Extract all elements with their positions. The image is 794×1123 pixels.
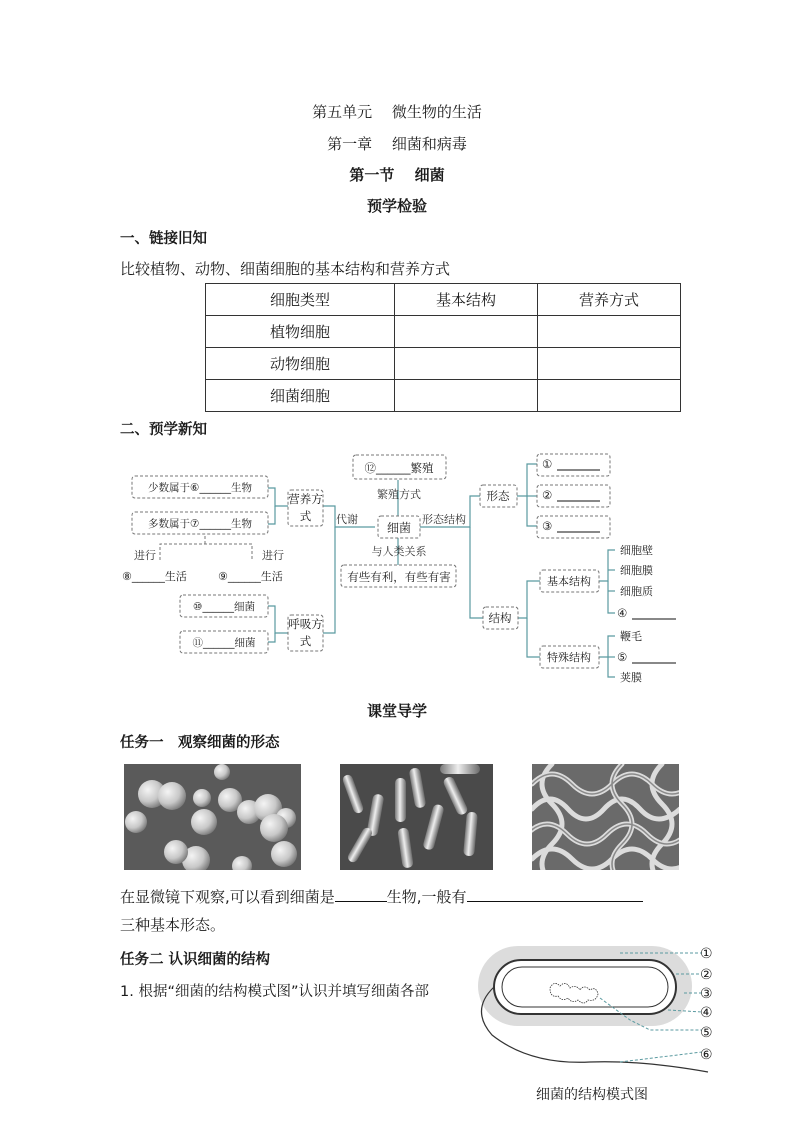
special-item: 荚膜 <box>620 671 642 684</box>
jinxing-label-left: 进行 <box>134 549 156 562</box>
concept-map <box>0 440 794 695</box>
basic-item: ④ <box>617 606 628 620</box>
special-node: 特殊结构 <box>547 651 591 664</box>
shape-item: ① <box>542 457 553 471</box>
table-header: 细胞类型 <box>206 284 395 316</box>
basic-item: 细胞膜 <box>620 564 653 577</box>
table-row <box>206 348 681 380</box>
task2-heading: 任务二 认识细菌的结构 <box>120 952 271 968</box>
cocci-photo <box>124 764 301 870</box>
shape-item: ② <box>542 488 553 502</box>
basic-item: 细胞质 <box>620 585 653 598</box>
form-label: 形态结构 <box>422 513 466 526</box>
table-row <box>206 316 681 348</box>
table-cell: 植物细胞 <box>206 316 395 348</box>
table-header-row <box>206 284 681 316</box>
obs-text-a: 在显微镜下观察,可以看到细菌是 <box>120 888 335 906</box>
diagram-label: ⑥ <box>700 1047 713 1063</box>
answer-cell[interactable] <box>538 380 681 412</box>
respiration-node: 呼吸方式 <box>288 617 323 648</box>
answer-cell[interactable] <box>538 348 681 380</box>
question-1: 1. 根据“细菌的结构模式图”认识并填写细菌各部 <box>120 984 429 1000</box>
answer-cell[interactable] <box>538 316 681 348</box>
nutrition-node: 营养方式 <box>288 492 323 523</box>
unit-title: 第五单元 微生物的生活 <box>312 103 482 121</box>
chapter-title: 第一章 细菌和病毒 <box>327 135 467 153</box>
observation-line <box>120 886 643 907</box>
preview-title: 预学检验 <box>366 197 427 215</box>
answer-cell[interactable] <box>395 348 538 380</box>
answer-blank[interactable] <box>335 901 387 902</box>
comparison-table <box>205 283 681 412</box>
table-cell: 细菌细胞 <box>206 380 395 412</box>
repro-box: ⑫______繁殖 <box>364 461 434 475</box>
table-row <box>206 380 681 412</box>
diagram-label: ① <box>700 946 713 962</box>
shape-item: ③ <box>542 519 553 533</box>
human-box: 有些有利，有些有害 <box>347 570 451 584</box>
life-item: ⑧______生活 <box>122 570 187 583</box>
bacterium-diagram <box>470 940 720 1080</box>
basic-item: 细胞壁 <box>620 544 653 557</box>
nutrition-item: 少数属于⑥______生物 <box>148 482 252 494</box>
part2-heading: 二、预学新知 <box>120 422 207 438</box>
structure-node: 结构 <box>488 611 512 625</box>
nutrition-item: 多数属于⑦______生物 <box>148 518 252 530</box>
spirilla-photo <box>532 764 679 870</box>
classroom-heading: 课堂导学 <box>366 702 427 720</box>
answer-cell[interactable] <box>395 380 538 412</box>
task1-heading: 任务一 观察细菌的形态 <box>120 735 280 751</box>
repro-label: 繁殖方式 <box>377 488 421 501</box>
answer-blank[interactable] <box>467 901 643 902</box>
obs-text-c: 三种基本形态。 <box>120 916 226 934</box>
part1-heading: 一、链接旧知 <box>120 231 207 247</box>
bacilli-photo <box>340 764 493 870</box>
special-item: 鞭毛 <box>620 630 642 643</box>
life-item: ⑨______生活 <box>218 570 283 583</box>
center-node: 细菌 <box>386 521 412 535</box>
metab-label: 代谢 <box>336 513 358 526</box>
obs-text-b: 生物,一般有 <box>386 888 467 906</box>
resp-item: ⑩______细菌 <box>193 601 255 613</box>
answer-cell[interactable] <box>395 316 538 348</box>
diagram-label: ③ <box>700 986 713 1002</box>
diagram-caption: 细菌的结构模式图 <box>536 1087 648 1103</box>
diagram-label: ⑤ <box>700 1025 713 1041</box>
diagram-label: ② <box>700 967 713 983</box>
basic-node: 基本结构 <box>547 575 591 588</box>
jinxing-label-right: 进行 <box>262 549 284 562</box>
table-cell: 动物细胞 <box>206 348 395 380</box>
special-item: ⑤ <box>617 650 628 664</box>
section-title: 第一节 细菌 <box>349 166 445 184</box>
shape-node: 形态 <box>486 489 510 503</box>
human-label: 与人类关系 <box>371 545 427 558</box>
table-header: 营养方式 <box>538 284 681 316</box>
table-header: 基本结构 <box>395 284 538 316</box>
diagram-label: ④ <box>700 1005 713 1021</box>
resp-item: ⑪______细菌 <box>192 637 256 649</box>
part1-prompt: 比较植物、动物、细菌细胞的基本结构和营养方式 <box>120 260 451 278</box>
